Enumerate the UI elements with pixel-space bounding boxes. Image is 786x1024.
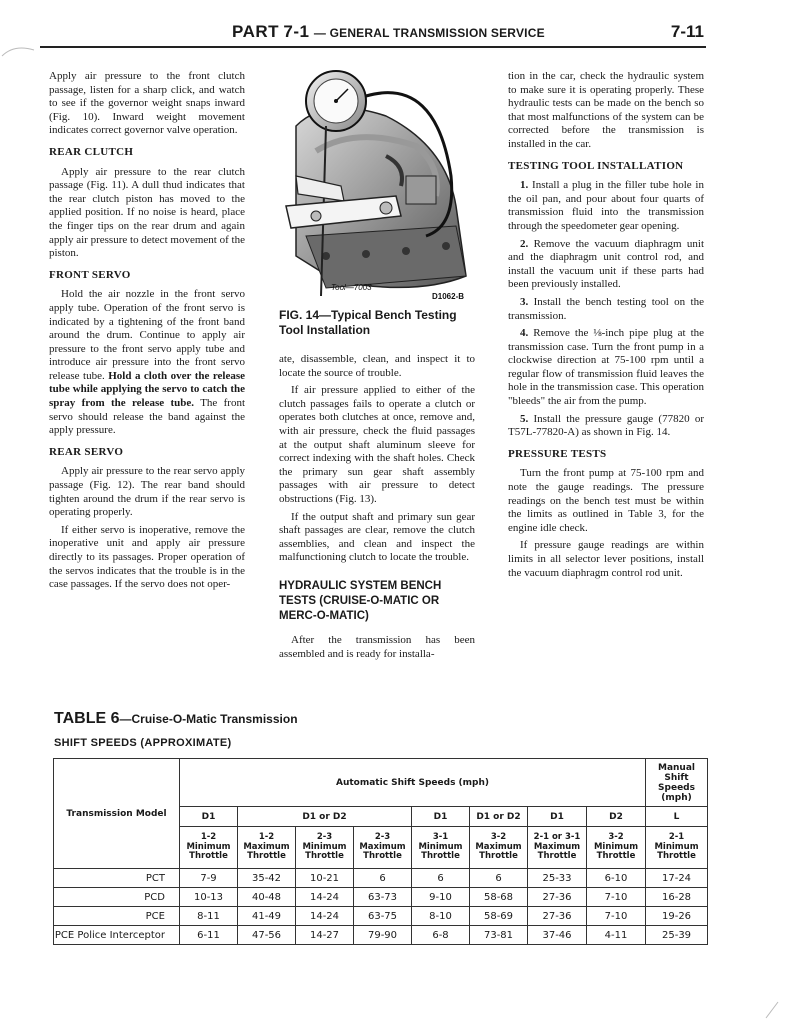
rear-servo-paragraph-2: If either servo is inoperative, remove the inoperative unit and apply air pressure directly to its passages. Proper operation of the servos indicates that the trouble is in the case passages. If the servo does not oper- <box>49 523 245 591</box>
table-row <box>54 869 708 888</box>
table-cell: 6 <box>412 869 470 888</box>
mid-paragraph-2: If air pressure applied to either of the clutch passages fails to operate a clutch or operates both clutches at once, remove and, with air pressure, check the fluid passages at the output shaft aluminum sleeve for correct indexing with the shaft holes. Check the primary sun gear shaft assembly passages with air pressure to detect obstructions (Fig. 13). <box>279 384 475 505</box>
table-cell: 6-11 <box>180 926 238 945</box>
column-right <box>508 70 704 584</box>
automatic-shift-header: Automatic Shift Speeds (mph) <box>180 759 646 807</box>
shift-subheader: 2-3 Maximum Throttle <box>354 827 412 869</box>
rear-clutch-heading: REAR CLUTCH <box>49 145 134 158</box>
range-header: D1 or D2 <box>470 807 528 827</box>
range-header: D1 <box>412 807 470 827</box>
range-header: D1 <box>180 807 238 827</box>
pressure-paragraph-2: If pressure gauge readings are within limits in all selector lever positions, install the vacuum diaphragm control rod unit. <box>508 539 704 579</box>
shift-subheader: 3-2 Minimum Throttle <box>587 827 646 869</box>
step-3-number: 3. <box>520 295 529 308</box>
table-cell: 8-11 <box>180 907 238 926</box>
intro-paragraph: Apply air pressure to the front clutch passage, listen for a sharp click, and watch to see if the governor weight snaps inward (Fig. 10). Inward weight movement indicates correct governor valve operation. <box>49 70 245 137</box>
table-cell: 40-48 <box>238 888 296 907</box>
scan-edge-mark <box>0 40 40 70</box>
mid-paragraph-1: ate, disassemble, clean, and inspect it to locate the source of trouble. <box>279 353 475 379</box>
table-title <box>54 710 298 728</box>
table-header-row-1 <box>54 759 708 807</box>
model-cell: PCT <box>54 869 180 888</box>
table-cell: 6-8 <box>412 926 470 945</box>
table-cell: 9-10 <box>412 888 470 907</box>
table-row <box>54 888 708 907</box>
table-cell: 6 <box>354 869 412 888</box>
table-cell: 47-56 <box>238 926 296 945</box>
front-servo-bold-warning: Hold a cloth over the release tube while applying the servo to catch the spray from the release tube. <box>49 369 246 410</box>
step-4-text: Remove the ⅛-inch pipe plug at the transmission case. Turn the front pump in a clockwise direction at 75-100 rpm until a regular flow of transmission fluid leaves the hole in the transmission case. This operation "bleeds" the air from the pump. <box>508 327 705 408</box>
figure-caption-text: —Typical Bench Testing Tool Installation <box>279 308 457 337</box>
table-cell: 17-24 <box>646 869 708 888</box>
step-5-text: Install the pressure gauge (77820 or T57L-77820-A) as shown in Fig. 14. <box>508 412 704 439</box>
table-cell: 73-81 <box>470 926 528 945</box>
rear-servo-paragraph-1: Apply air pressure to the rear servo apply passage (Fig. 12). The rear band should tighten around the drum if the rear servo is operating properly. <box>49 465 245 519</box>
table-cell: 6 <box>470 869 528 888</box>
front-servo-heading: FRONT SERVO <box>49 268 131 281</box>
rear-servo-heading: REAR SERVO <box>49 445 124 458</box>
table-cell: 16-28 <box>646 888 708 907</box>
table-cell: 14-24 <box>296 907 354 926</box>
shift-subheader: 2-3 Minimum Throttle <box>296 827 354 869</box>
table-cell: 10-21 <box>296 869 354 888</box>
model-cell: PCD <box>54 888 180 907</box>
table-cell: 8-10 <box>412 907 470 926</box>
figure-bench-testing-tool <box>266 56 478 302</box>
table-cell: 7-10 <box>587 888 646 907</box>
pressure-tests-heading: PRESSURE TESTS <box>508 447 607 460</box>
manual-shift-header: Manual Shift Speeds (mph) <box>646 759 708 807</box>
model-column-header: Transmission Model <box>54 759 180 869</box>
header-part-prefix: PART <box>232 22 280 41</box>
step-3 <box>508 296 704 323</box>
table-title-prefix: TABLE 6 <box>54 710 120 727</box>
shift-subheader: 3-2 Maximum Throttle <box>470 827 528 869</box>
table-cell: 63-75 <box>354 907 412 926</box>
figure-caption-prefix: FIG. 14 <box>279 308 320 322</box>
header-title <box>232 22 652 42</box>
table-cell: 27-36 <box>528 888 587 907</box>
table-title-text: —Cruise-O-Matic Transmission <box>119 712 298 726</box>
front-servo-paragraph <box>49 288 245 438</box>
front-servo-text-2: The front servo should release the band against the apply pressure. <box>49 397 246 437</box>
table-cell: 4-11 <box>587 926 646 945</box>
table-cell: 58-69 <box>470 907 528 926</box>
shift-subheader: 3-1 Minimum Throttle <box>412 827 470 869</box>
step-4 <box>508 327 704 409</box>
table-cell: 27-36 <box>528 907 587 926</box>
column-left <box>49 70 245 596</box>
figure-caption <box>279 308 479 338</box>
table-cell: 58-68 <box>470 888 528 907</box>
header-section-title: — GENERAL TRANSMISSION SERVICE <box>313 26 545 40</box>
scan-corner-mark <box>760 1000 780 1020</box>
table-subtitle: SHIFT SPEEDS (APPROXIMATE) <box>54 737 232 749</box>
header-rule <box>40 46 706 48</box>
table-cell: 25-39 <box>646 926 708 945</box>
range-header: D1 <box>528 807 587 827</box>
step-2-number: 2. <box>520 237 529 250</box>
column-middle <box>279 353 475 665</box>
table-row <box>54 907 708 926</box>
step-5-number: 5. <box>520 412 529 425</box>
table-cell: 41-49 <box>238 907 296 926</box>
shift-subheader: 1-2 Maximum Throttle <box>238 827 296 869</box>
figure-id-label: D1062-B <box>432 292 465 301</box>
table-cell: 14-27 <box>296 926 354 945</box>
shift-subheader: 2-1 or 3-1 Maximum Throttle <box>528 827 587 869</box>
header-part-number: 7-1 <box>283 22 310 41</box>
figure-tool-label: Tool—7003 <box>331 283 372 292</box>
step-5 <box>508 413 704 440</box>
table-row <box>54 926 708 945</box>
front-servo-text-1: Hold the air nozzle in the front servo apply tube. Operation of the front servo is indicated by a tightening of the front band around the drum. Continue to apply air pressure to the front servo apply tube and introduce air pressure into the front servo release tube. <box>49 288 245 382</box>
model-cell: PCE Police Interceptor <box>54 926 180 945</box>
range-header: L <box>646 807 708 827</box>
hydraulic-tests-heading: HYDRAULIC SYSTEM BENCH TESTS (CRUISE-O-MATIC OR MERC-O-MATIC) <box>279 579 442 622</box>
table-cell: 7-9 <box>180 869 238 888</box>
right-paragraph-1: tion in the car, check the hydraulic system to make sure it is operating properly. These hydraulic tests can be made on the bench so that most malfunctions of the system can be corrected before the transmission is installed in the car. <box>508 70 704 150</box>
step-1-number: 1. <box>520 179 529 192</box>
range-header: D2 <box>587 807 646 827</box>
step-1-text: Install a plug in the filler tube hole in the oil pan, and pour about four quarts of transmission fluid into the transmission through the speedometer gear opening. <box>508 179 704 232</box>
page-number: 7-11 <box>670 22 704 41</box>
step-2 <box>508 238 704 292</box>
table-cell: 10-13 <box>180 888 238 907</box>
page-header <box>0 22 786 46</box>
pressure-paragraph-1: Turn the front pump at 75-100 rpm and note the gauge readings. The pressure readings on the bench test must be within the limits as outlined in Table 3, for the engine idle check. <box>508 467 704 534</box>
step-1 <box>508 179 704 233</box>
table-cell: 14-24 <box>296 888 354 907</box>
mid-paragraph-4: After the transmission has been assembled and is ready for installa- <box>279 633 475 660</box>
range-header: D1 or D2 <box>238 807 412 827</box>
shift-speeds-table <box>53 758 708 945</box>
rear-clutch-paragraph: Apply air pressure to the rear clutch passage (Fig. 11). A dull thud indicates that the rear clutch piston has moved to the applied position. If no noise is heard, place the finger tips on the rear drum and again apply air pressure to detect movement of the piston. <box>49 165 245 260</box>
table-cell: 79-90 <box>354 926 412 945</box>
step-3-text: Install the bench testing tool on the transmission. <box>508 295 704 322</box>
mid-paragraph-3: If the output shaft and primary sun gear shaft passages are clear, remove the clutch assemblies, and clean and inspect the malfunctioning clutch to locate the trouble. <box>279 510 475 564</box>
table-cell: 37-46 <box>528 926 587 945</box>
step-2-text: Remove the vacuum diaphragm unit and the diaphragm unit control rod, and install the vacuum unit if these parts had been previously installed. <box>508 237 705 291</box>
table-cell: 25-33 <box>528 869 587 888</box>
table-cell: 19-26 <box>646 907 708 926</box>
model-cell: PCE <box>54 907 180 926</box>
table-cell: 35-42 <box>238 869 296 888</box>
table-cell: 6-10 <box>587 869 646 888</box>
step-4-number: 4. <box>520 327 529 340</box>
shift-subheader: 1-2 Minimum Throttle <box>180 827 238 869</box>
table-cell: 63-73 <box>354 888 412 907</box>
table-cell: 7-10 <box>587 907 646 926</box>
shift-subheader: 2-1 Minimum Throttle <box>646 827 708 869</box>
testing-tool-heading: TESTING TOOL INSTALLATION <box>508 159 684 172</box>
